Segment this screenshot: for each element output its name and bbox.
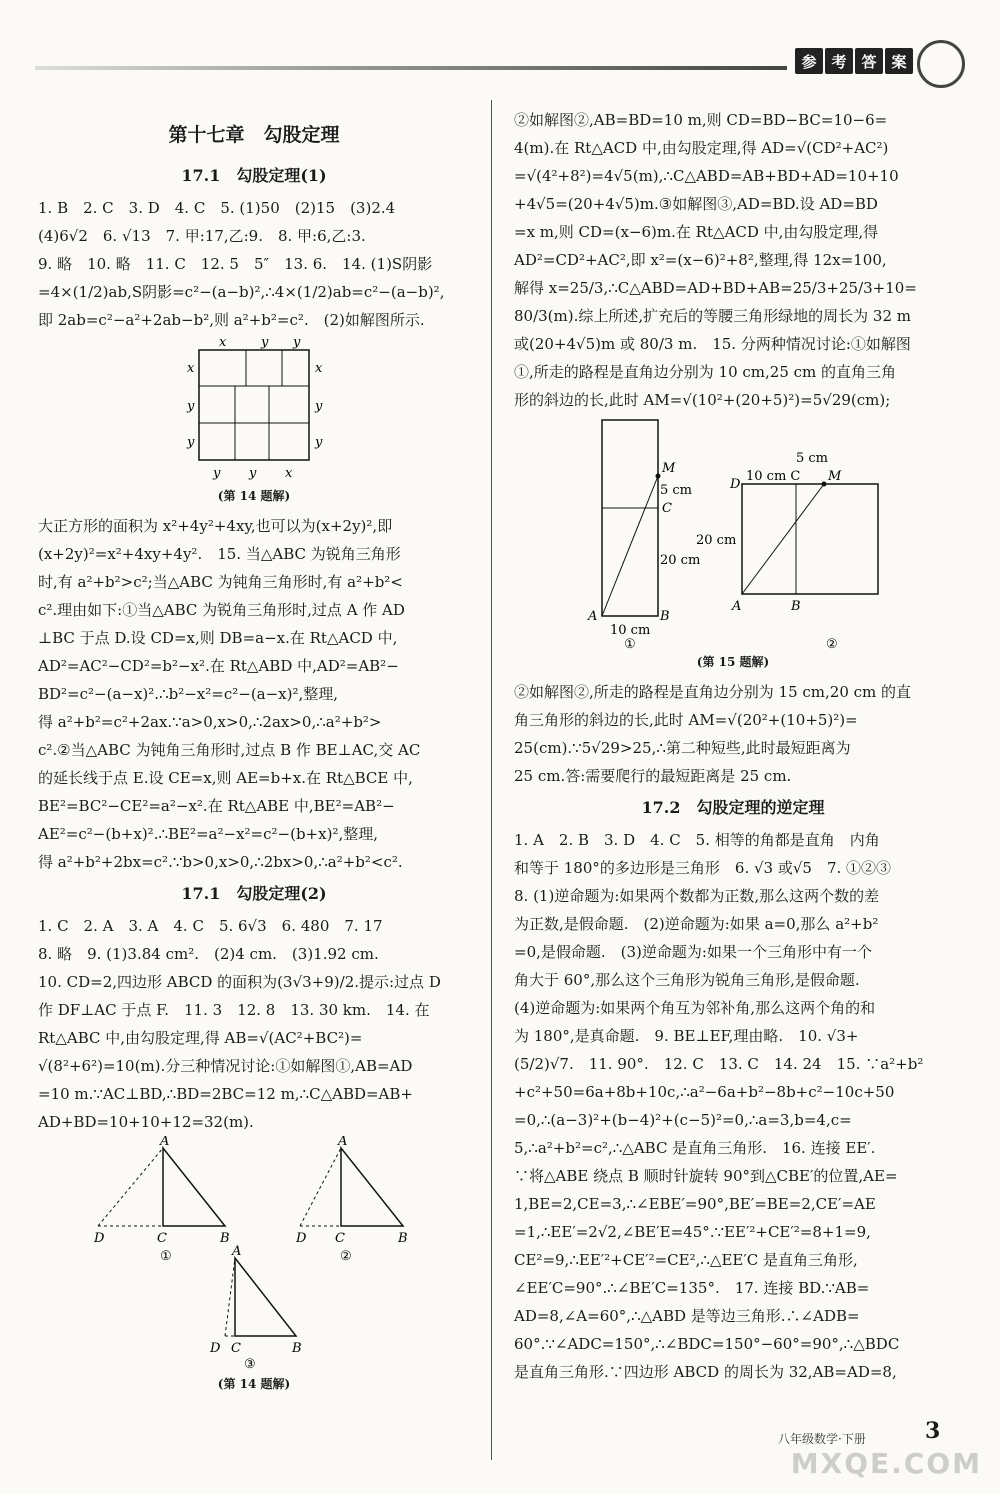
vertex-label: D [296,1231,307,1246]
point-label: D [730,477,741,492]
section-title: 17.1 勾股定理(2) [181,884,327,903]
answer-line: c².理由如下:①当△ABC 为锐角三角形时,过点 A 作 AD [38,601,405,619]
answer-line: ⊥BC 于点 D.设 CD=x,则 DB=a−x.在 Rt△ACD 中, [38,629,398,647]
answer-line: ②如解图②,AB=BD=10 m,则 CD=BD−BC=10−6= [514,111,888,129]
answer-line: 为 180°,是真命题. 9. BE⊥EF,理由略. 10. √3+ [514,1027,859,1045]
fig-label: x [315,361,323,376]
answer-line: AD²=AC²−CD²=b²−x².在 Rt△ABD 中,AD²=AB²− [38,657,399,675]
answer-line: 8. 略 9. (1)3.84 cm². (2)4 cm. (3)1.92 cm. [38,945,379,963]
answer-line: 10. CD=2,四边形 ABCD 的面积为(3√3+9)/2.提示:过点 D [38,973,441,991]
answer-line: 大正方形的面积为 x²+4y²+4xy,也可以为(x+2y)²,即 [38,517,393,535]
dimension-label: 10 cm C [746,469,801,484]
answer-line: +c²+50=6a+8b+10c,∴a²−6a+b²−8b+c²−10c+50 [514,1083,895,1101]
vertex-label: D [94,1231,105,1246]
fig-label: y [293,335,301,350]
watermark: MXQE.COM [790,1447,982,1480]
answer-line: 时,有 a²+b²>c²;当△ABC 为钝角三角形时,有 a²+b²< [38,573,403,591]
answer-line: =0,∴(a−3)²+(b−4)²+(c−5)²=0,∴a=3,b=4,c= [514,1111,852,1129]
section-title: 17.2 勾股定理的逆定理 [641,798,825,817]
answer-line: 得 a²+b²+2bx=c².∵b>0,x>0,∴2bx>0,∴a²+b²<c². [38,853,403,871]
fig-label: y [315,435,323,450]
answer-line: AD²=CD²+AC²,即 x²=(x−6)²+8²,整理,得 12x=100, [514,251,887,269]
answer-badge [795,48,913,74]
right-column [514,106,952,1386]
answer-line: ∵将△ABE 绕点 B 顺时针旋转 90°到△CBE′的位置,AE= [514,1167,898,1185]
fig-label: y [261,335,269,350]
point-label: M [662,461,676,476]
badge-char: 答 [855,48,883,74]
figure-caption: (第 14 题解) [217,1377,291,1391]
answer-line: 角三角形的斜边的长,此时 AM=√(20²+(10+5)²)= [514,711,858,729]
figure-number: ① [624,637,636,650]
answer-line: 的延长线于点 E.设 CE=x,则 AE=b+x.在 Rt△BCE 中, [38,769,413,787]
answer-line: 形的斜边的长,此时 AM=√(10²+(20+5)²)=5√29(cm); [514,391,891,409]
dimension-label: 10 cm [610,623,651,638]
answer-line: 即 2ab=c²−a²+2ab−b²,则 a²+b²=c². (2)如解图所示. [38,311,425,329]
triangle-2 [295,1136,408,1264]
answer-line: 角大于 60°,那么这个三角形为锐角三角形,是假命题. [514,971,860,989]
fig-label: x [285,466,293,481]
fig-label: x [219,335,227,350]
point-label: B [660,609,670,624]
answer-line: 25(cm).∵5√29>25,∴第二种短些,此时最短距离为 [514,739,851,757]
answer-line: =1,∴EE′=2√2,∠BE′E=45°.∵EE′²+CE′²=8+1=9, [514,1223,871,1241]
fig15-panel-2 [696,451,878,650]
badge-char: 参 [795,48,823,74]
fig-label: y [315,399,323,414]
vertex-label: C [231,1341,241,1356]
answer-line: 为正数,是假命题. (2)逆命题为:如果 a=0,那么 a²+b² [514,915,879,933]
point-label: A [588,609,598,624]
dimension-label: 20 cm [660,553,701,568]
answer-line: =10 m.∵AC⊥BD,∴BD=2BC=12 m,∴C△ABD=AB+ [38,1085,413,1103]
answer-line: =x m,则 CD=(x−6)m.在 Rt△ACD 中,由勾股定理,得 [514,223,879,241]
vertex-label: D [210,1341,221,1356]
dimension-label: 5 cm [660,483,693,498]
answer-line: 80/3(m).综上所述,扩充后的等腰三角形绿地的周长为 32 m [514,307,911,325]
vertex-label: A [232,1244,242,1259]
answer-line: (4)6√2 6. √13 7. 甲:17,乙:9. 8. 甲:6,乙:3. [38,227,366,245]
point-label: M [828,469,842,484]
book-title: 八年级数学·下册 [778,1432,866,1446]
answer-line: 5,∴a²+b²=c²,∴△ABC 是直角三角形. 16. 连接 EE′. [514,1139,876,1157]
fig-label: y [187,399,195,414]
answer-line: 60°.∵∠ADC=150°,∴∠BDC=150°−60°=90°,∴△BDC [514,1335,900,1353]
answer-line: 得 a²+b²=c²+2ax.∵a>0,x>0,∴2ax>0,∴a²+b²> [38,713,382,731]
answer-line: 作 DF⊥AC 于点 F. 11. 3 12. 8 13. 30 km. 14. 在 [38,1001,430,1019]
triangle-1 [93,1136,230,1264]
answer-line: (x+2y)²=x²+4xy+4y². 15. 当△ABC 为锐角三角形 [38,545,401,563]
section-title: 17.1 勾股定理(1) [181,166,327,185]
header-rule [35,66,787,70]
answer-line: 解得 x=25/3,∴C△ABD=AD+BD+AB=25/3+25/3+10= [514,279,917,297]
vertex-label: A [160,1136,170,1149]
answer-line: 1. C 2. A 3. A 4. C 5. 6√3 6. 480 7. 17 [38,917,383,935]
answer-line: c².②当△ABC 为钝角三角形时,过点 B 作 BE⊥AC,交 AC [38,741,421,759]
left-column [38,106,470,1400]
answer-line: =0,是假命题. (3)逆命题为:如果一个三角形中有一个 [514,943,872,961]
vertex-label: A [338,1136,348,1149]
answer-line: =√(4²+8²)=4√5(m),∴C△ABD=AB+BD+AD=10+10 [514,167,899,185]
answer-line: 1. A 2. B 3. D 4. C 5. 相等的角都是直角 内角 [514,831,880,849]
dimension-label: 20 cm [696,533,737,548]
point-label: B [791,599,801,614]
figure-number: ② [826,637,838,650]
answer-line: 1,BE=2,CE=3,∴∠EBE′=90°,BE′=BE=2,CE′=AE [514,1195,876,1213]
fig-14-triangles [38,1136,470,1372]
fig-label: y [213,466,221,481]
fig-label: x [187,361,195,376]
vertex-label: C [157,1231,167,1246]
answer-line: ∠EE′C=90°.∴∠BE′C=135°. 17. 连接 BD.∵AB= [514,1279,870,1297]
answer-line: 1. B 2. C 3. D 4. C 5. (1)50 (2)15 (3)2.4 [38,199,396,217]
fig-15-box-paths [514,414,952,650]
answer-line: 和等于 180°的多边形是三角形 6. √3 或√5 7. ①②③ [514,859,892,877]
answer-line: √(8²+6²)=10(m).分三种情况讨论:①如解图①,AB=AD [38,1057,413,1075]
point-label: A [732,599,742,614]
answer-line: ①,所走的路程是直角边分别为 10 cm,25 cm 的直角三角 [514,363,897,381]
figure-number: ② [340,1249,352,1264]
badge-char: 考 [825,48,853,74]
answer-line: 9. 略 10. 略 11. C 12. 5 5″ 13. 6. 14. (1)S阴影 [38,255,433,273]
fig-label: y [187,435,195,450]
answer-line: CE²=9,∴EE′²+CE′²=CE²,∴△EE′C 是直角三角形, [514,1251,858,1269]
triangle-3 [209,1244,302,1372]
dimension-label: 5 cm [796,451,829,466]
answer-line: =4×(1/2)ab,S阴影=c²−(a−b)²,∴4×(1/2)ab=c²−(a−b)², [38,283,445,301]
figure-caption: (第 14 题解) [217,489,291,503]
vertex-label: B [292,1341,302,1356]
answer-line: 25 cm.答:需要爬行的最短距离是 25 cm. [514,767,792,785]
answer-line: Rt△ABC 中,由勾股定理,得 AB=√(AC²+BC²)= [38,1029,363,1047]
answer-line: (5/2)√7. 11. 90°. 12. C 13. C 14. 24 15. ∵a²+b² [514,1055,924,1073]
answer-line: ②如解图②,所走的路程是直角边分别为 15 cm,20 cm 的直 [514,683,912,701]
page-number: 3 [925,1418,941,1444]
fig-label: y [249,466,257,481]
vertex-label: B [220,1231,230,1246]
answer-line: AD=8,∠A=60°,∴△ABD 是等边三角形.∴∠ADB= [514,1307,860,1325]
answer-line: BD²=c²−(a−x)².∴b²−x²=c²−(a−x)²,整理, [38,685,339,703]
chapter-title: 第十七章 勾股定理 [168,124,340,146]
fig15-panel-1 [587,420,700,650]
answer-line: AE²=c²−(b+x)².∴BE²=a²−x²=c²−(b+x)²,整理, [38,825,378,843]
answer-line: 4(m).在 Rt△ACD 中,由勾股定理,得 AD=√(CD²+AC²) [514,139,889,157]
answer-line: 8. (1)逆命题为:如果两个数都为正数,那么这两个数的差 [514,887,880,905]
logo-icon [917,40,965,88]
answer-line: (4)逆命题为:如果两个角互为邻补角,那么这两个角的和 [514,999,876,1017]
fig-14-square-diagram [169,334,339,484]
column-divider [491,100,492,1460]
figure-number: ① [160,1249,172,1264]
answer-line: +4√5=(20+4√5)m.③如解图③,AD=BD.设 AD=BD [514,195,878,213]
badge-char: 案 [885,48,913,74]
answer-line: 是直角三角形.∵四边形 ABCD 的周长为 32,AB=AD=8, [514,1363,897,1381]
big-square [199,350,309,460]
answer-line: 或(20+4√5)m 或 80/3 m. 15. 分两种情况讨论:①如解图 [514,335,911,353]
vertex-label: C [335,1231,345,1246]
figure-number: ③ [244,1357,256,1372]
vertex-label: B [398,1231,408,1246]
answer-line: AD+BD=10+10+12=32(m). [38,1113,254,1131]
point-label: C [662,501,672,516]
figure-caption: (第 15 题解) [696,655,770,669]
answer-line: BE²=BC²−CE²=a²−x².在 Rt△ABE 中,BE²=AB²− [38,797,395,815]
